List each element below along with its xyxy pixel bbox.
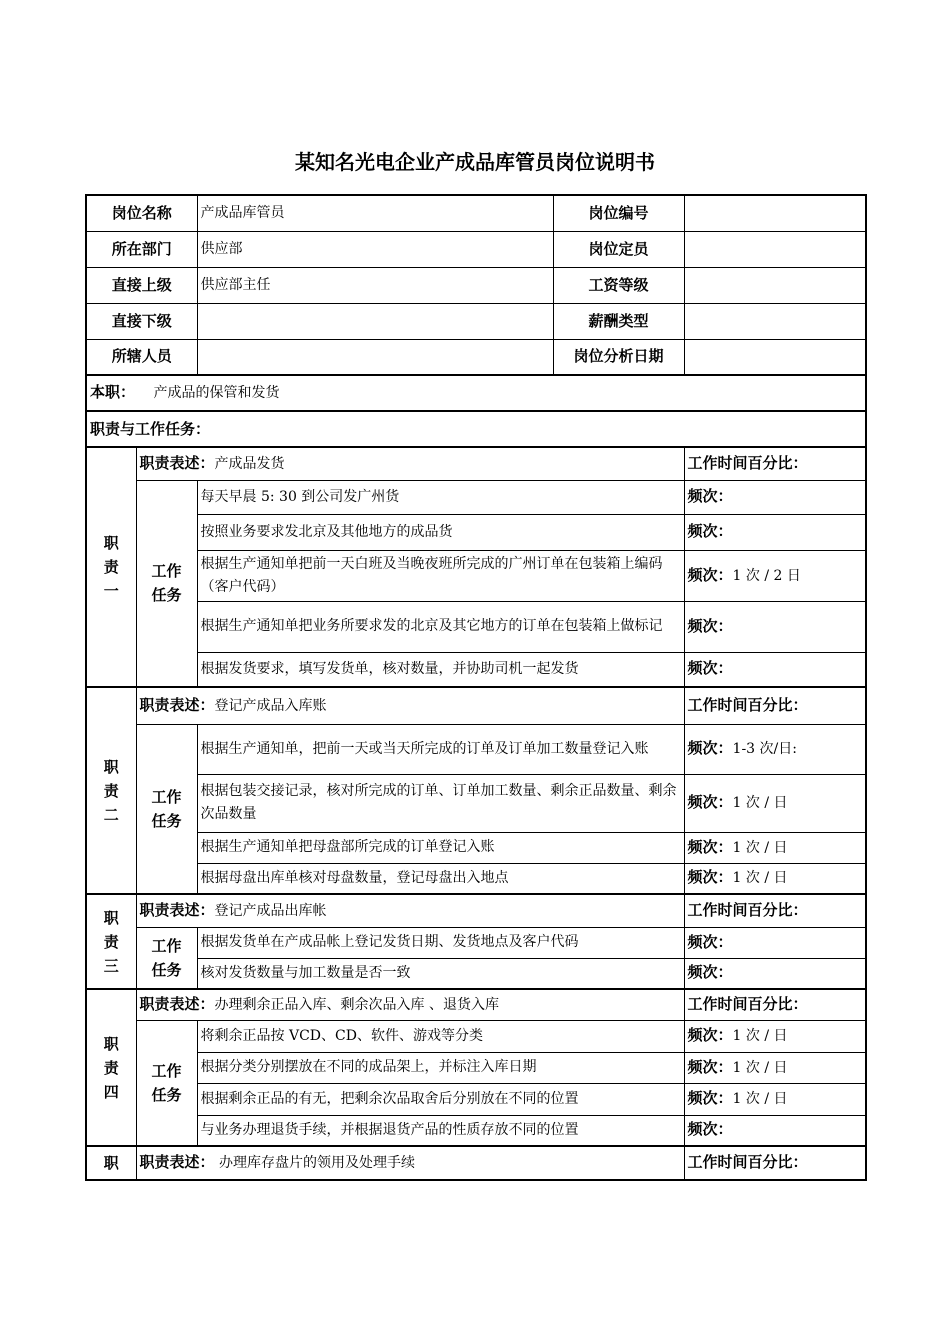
duty-desc-value: 办理剩余正品入库、剩余次品入库 、退货入库	[214, 996, 499, 1013]
frequency-value: 1 次 / 日	[732, 1059, 788, 1076]
frequency-cell	[684, 958, 866, 989]
duty-name-cell	[86, 894, 136, 989]
task-row	[86, 1083, 866, 1115]
duty-name-char: 责	[103, 932, 119, 951]
basic-row-superior	[86, 267, 866, 303]
task-label-cell	[136, 1020, 197, 1146]
duty-desc-cell	[136, 1146, 684, 1180]
duty-desc-value: 登记产成品出库帐	[214, 902, 327, 919]
duty-desc-row	[86, 894, 866, 927]
time-percent-cell	[684, 894, 866, 927]
task-text: 与业务办理退货手续，并根据退货产品的性质存放不同的位置	[197, 1115, 684, 1146]
duty-name-char: 四	[103, 1082, 119, 1101]
duties-heading: 职责与工作任务：	[86, 411, 866, 447]
duty-desc-cell	[136, 687, 684, 724]
duty-desc-row	[86, 447, 866, 480]
task-text: 根据剩余正品的有无，把剩余次品取舍后分别放在不同的位置	[197, 1083, 684, 1115]
value-headcount	[684, 231, 866, 267]
label-headcount: 岗位定员	[553, 231, 684, 267]
label-department: 所在部门	[86, 231, 197, 267]
frequency-value: 1 次 / 日	[732, 839, 788, 856]
task-text: 每天早晨 5: 30 到公司发广州货	[197, 480, 684, 514]
task-text: 根据生产通知单把前一天白班及当晚夜班所完成的广州订单在包装箱上编码（客户代码）	[197, 550, 684, 601]
basic-row-subordinate	[86, 303, 866, 339]
frequency-label: 频次：	[687, 659, 733, 678]
duty-desc-row	[86, 1146, 866, 1180]
main-duty-row	[86, 375, 866, 411]
value-salary-grade	[684, 267, 866, 303]
basic-row-staff	[86, 339, 866, 375]
duty-name-char: 责	[103, 558, 119, 576]
duty-desc-row	[86, 989, 866, 1020]
frequency-cell	[684, 774, 866, 832]
label-staff: 所辖人员	[86, 339, 197, 375]
frequency-cell	[684, 832, 866, 863]
main-duty-value: 产成品的保管和发货	[153, 385, 280, 401]
task-label-cell	[136, 724, 197, 894]
frequency-cell	[684, 1052, 866, 1083]
duty-desc-value: 办理库存盘片的领用及处理手续	[214, 1155, 415, 1171]
task-label-cell	[136, 480, 197, 687]
main-duty-cell	[86, 375, 866, 411]
duty-desc-cell	[136, 447, 684, 480]
frequency-cell	[684, 480, 866, 514]
time-percent-cell	[684, 1146, 866, 1180]
value-analysis-date	[684, 339, 866, 375]
label-subordinate: 直接下级	[86, 303, 197, 339]
value-subordinate	[197, 303, 553, 339]
duty-desc-cell	[136, 894, 684, 927]
task-row	[86, 927, 866, 958]
frequency-label: 频次：	[687, 868, 733, 887]
frequency-value: 1 次 / 日	[732, 795, 788, 811]
frequency-label: 频次：	[687, 963, 733, 982]
value-pay-type	[684, 303, 866, 339]
task-text: 根据发货单在产成品帐上登记发货日期、发货地点及客户代码	[197, 927, 684, 958]
label-pay-type: 薪酬类型	[553, 303, 684, 339]
task-text: 根据母盘出库单核对母盘数量，登记母盘出入地点	[197, 863, 684, 894]
time-percent-cell	[684, 989, 866, 1020]
frequency-label: 频次：	[687, 1026, 733, 1044]
duty-desc-label: 职责表述：	[139, 695, 215, 714]
frequency-label: 频次：	[687, 616, 733, 635]
task-label-line1: 工作	[151, 787, 182, 806]
task-label-line1: 工作	[151, 562, 182, 581]
frequency-cell	[684, 927, 866, 958]
value-superior: 供应部主任	[197, 267, 553, 303]
duty-name-cell	[86, 447, 136, 687]
time-percent-label: 工作时间百分比：	[687, 1153, 808, 1171]
frequency-label: 频次：	[687, 522, 733, 540]
task-text: 根据分类分别摆放在不同的成品架上，并标注入库日期	[197, 1052, 684, 1083]
frequency-cell	[684, 652, 866, 687]
task-label-cell	[136, 927, 197, 989]
task-text: 按照业务要求发北京及其他地方的成品货	[197, 514, 684, 550]
task-row	[86, 1052, 866, 1083]
frequency-value: 1 次 / 日	[732, 1091, 788, 1107]
task-label-line1: 工作	[151, 936, 182, 955]
task-row	[86, 652, 866, 687]
frequency-label: 频次：	[687, 793, 733, 811]
duty-desc-value: 产成品发货	[214, 455, 285, 472]
frequency-label: 频次：	[687, 1089, 733, 1107]
task-row	[86, 774, 866, 832]
frequency-label: 频次：	[687, 1120, 733, 1139]
frequency-label: 频次：	[687, 487, 733, 505]
time-percent-label: 工作时间百分比：	[687, 900, 808, 919]
duty-name-char: 职	[103, 1154, 119, 1172]
time-percent-label: 工作时间百分比：	[687, 994, 808, 1013]
frequency-label: 频次：	[687, 739, 733, 757]
duty-desc-label: 职责表述：	[139, 900, 215, 919]
task-row	[86, 724, 866, 774]
frequency-cell	[684, 550, 866, 601]
frequency-value: 1 次 / 日	[732, 870, 788, 887]
task-row	[86, 1115, 866, 1146]
time-percent-cell	[684, 447, 866, 480]
duty-name-cell	[86, 989, 136, 1146]
task-text: 根据包装交接记录，核对所完成的订单、订单加工数量、剩余正品数量、剩余次品数量	[197, 774, 684, 832]
task-label-line1: 工作	[151, 1061, 182, 1080]
duty-name-char: 责	[103, 1058, 119, 1077]
time-percent-label: 工作时间百分比：	[687, 695, 808, 714]
label-analysis-date: 岗位分析日期	[553, 339, 684, 375]
label-position-code: 岗位编号	[553, 195, 684, 231]
value-position-name: 产成品库管员	[197, 195, 553, 231]
frequency-cell	[684, 724, 866, 774]
task-text: 根据生产通知单，把前一天或当天所完成的订单及订单加工数量登记入账	[197, 724, 684, 774]
task-row	[86, 550, 866, 601]
frequency-label: 频次：	[687, 1057, 733, 1076]
value-department: 供应部	[197, 231, 553, 267]
task-row	[86, 832, 866, 863]
task-row	[86, 514, 866, 550]
task-text: 根据发货要求，填写发货单，核对数量，并协助司机一起发货	[197, 652, 684, 687]
duty-desc-value: 登记产成品入库账	[214, 697, 327, 714]
task-row	[86, 601, 866, 652]
frequency-label: 频次：	[687, 932, 733, 951]
main-duty-label: 本职：	[90, 383, 136, 401]
value-staff	[197, 339, 553, 375]
frequency-value: 1 次 / 日	[732, 1028, 788, 1044]
label-position-name: 岗位名称	[86, 195, 197, 231]
task-row	[86, 958, 866, 989]
duties-heading-row	[86, 411, 866, 447]
label-superior: 直接上级	[86, 267, 197, 303]
task-row	[86, 1020, 866, 1052]
frequency-cell	[684, 1083, 866, 1115]
frequency-value: 1 次 / 2 日	[732, 567, 801, 584]
frequency-cell	[684, 1115, 866, 1146]
task-label-line2: 任务	[151, 960, 182, 979]
frequency-cell	[684, 601, 866, 652]
value-position-code	[684, 195, 866, 231]
duty-name-char: 二	[103, 805, 119, 824]
duty-desc-label: 职责表述：	[139, 994, 215, 1013]
frequency-cell	[684, 863, 866, 894]
duty-name-char: 三	[103, 956, 119, 975]
duty-name-char: 一	[103, 582, 119, 600]
duty-desc-row	[86, 687, 866, 724]
basic-row-position	[86, 195, 866, 231]
task-text: 根据生产通知单把业务所要求发的北京及其它地方的订单在包装箱上做标记	[197, 601, 684, 652]
duty-name-char: 职	[103, 1034, 119, 1053]
frequency-cell	[684, 514, 866, 550]
job-description-table	[85, 194, 867, 1181]
duty-name-char: 责	[103, 781, 119, 800]
task-label-line2: 任务	[151, 1085, 182, 1104]
task-label-line2: 任务	[151, 586, 182, 605]
duty-name-cell	[86, 687, 136, 894]
label-salary-grade: 工资等级	[553, 267, 684, 303]
task-text: 核对发货数量与加工数量是否一致	[197, 958, 684, 989]
task-row	[86, 863, 866, 894]
frequency-value: 1-3 次/日:	[732, 741, 797, 757]
page-title: 某知名光电企业产成品库管员岗位说明书	[295, 150, 655, 174]
duty-desc-cell	[136, 989, 684, 1020]
task-label-line2: 任务	[151, 811, 182, 830]
frequency-label: 频次：	[687, 837, 733, 856]
time-percent-cell	[684, 687, 866, 724]
duty-name-char: 职	[103, 757, 119, 776]
task-text: 将剩余正品按 VCD、CD、软件、游戏等分类	[197, 1020, 684, 1052]
duty-desc-label: 职责表述：	[139, 453, 215, 472]
duty-desc-label: 职责表述：	[139, 1153, 215, 1171]
duty-name-char: 职	[103, 908, 119, 927]
task-row	[86, 480, 866, 514]
duty-name-cell	[86, 1146, 136, 1180]
task-text: 根据生产通知单把母盘部所完成的订单登记入账	[197, 832, 684, 863]
basic-row-department	[86, 231, 866, 267]
duty-name-char: 职	[103, 534, 119, 552]
frequency-label: 频次：	[687, 565, 733, 584]
time-percent-label: 工作时间百分比：	[687, 453, 808, 472]
frequency-cell	[684, 1020, 866, 1052]
